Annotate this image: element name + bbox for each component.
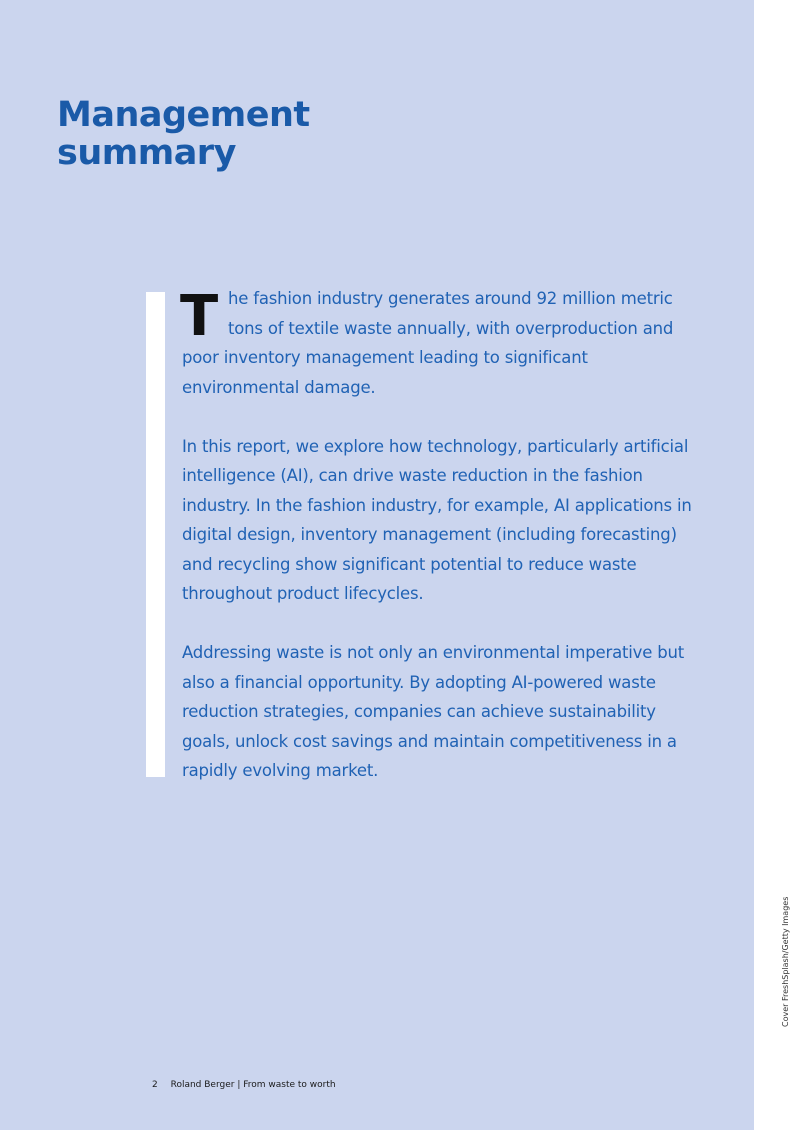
page-title-line-2: summary	[57, 133, 236, 173]
page-number: 2	[152, 1080, 158, 1090]
page-footer	[152, 1080, 336, 1090]
publication-name: Roland Berger | From waste to worth	[170, 1080, 336, 1090]
summary-paragraph-1-text: he fashion industry generates around 92 million metric tons of textile waste annually, with overproduction and poor inventory management leading to significant environmental damage.	[182, 289, 674, 397]
image-credit: Cover FreshSplash/Getty Images	[781, 896, 790, 1027]
summary-paragraph-2: In this report, we explore how technology, particularly artificial intelligence (AI), can drive waste reduction in the fashion industry. In the fashion industry, for example, AI applications in digital design, inventory management (including forecasting) and recycling show significant potential to reduce waste throughout product lifecycles.	[182, 436, 692, 603]
accent-bar	[146, 292, 165, 777]
summary-paragraph-1	[182, 284, 702, 402]
page-margin-strip	[754, 0, 800, 1130]
page-title-line-1: Management	[57, 95, 310, 135]
summary-body	[182, 284, 702, 786]
page-title	[57, 96, 457, 172]
drop-cap: T	[180, 284, 218, 349]
summary-paragraph-3: Addressing waste is not only an environmental imperative but also a financial opportunity. By adopting AI-powered waste reduction strategies, companies can achieve sustainability goals, unlock cost savings and maintain competitiveness in a rapidly evolving market.	[182, 643, 685, 780]
